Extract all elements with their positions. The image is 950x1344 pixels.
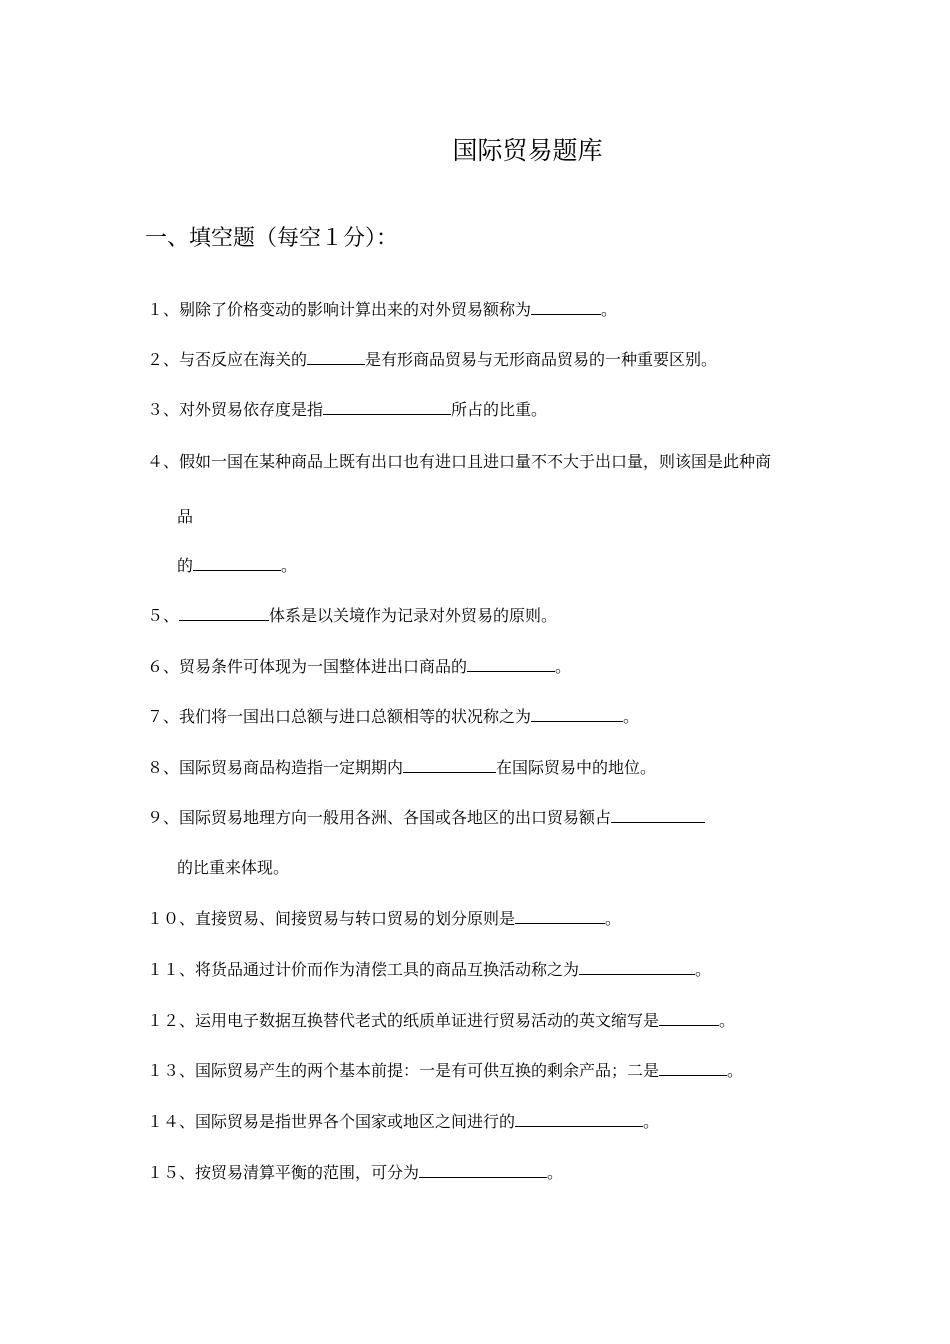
question-14: １４、国际贸易是指世界各个国家或地区之间进行的 。 (147, 1112, 660, 1131)
answer-blank[interactable] (419, 1161, 547, 1178)
answer-blank[interactable] (467, 655, 555, 672)
question-9: ９、国际贸易地理方向一般用各洲、各国或各地区的出口贸易额占 (147, 806, 705, 830)
answer-blank[interactable] (515, 1110, 643, 1127)
section-heading: 一、填空题（每空１分）： (145, 226, 399, 251)
question-3: ３、对外贸易依存度是指 所占的比重。 (147, 400, 548, 419)
question-8: ８、国际贸易商品构造指一定期期内 在国际贸易中的地位。 (147, 758, 657, 777)
answer-blank[interactable] (193, 554, 281, 571)
answer-blank[interactable] (659, 1009, 719, 1026)
answer-blank[interactable] (579, 958, 695, 975)
page-title: 国际贸易题库 (452, 136, 603, 165)
question-6: ６、贸易条件可体现为一国整体进出口商品的 。 (147, 657, 572, 676)
question-4-answer-line: 的 。 (177, 556, 298, 575)
answer-blank[interactable] (611, 806, 705, 823)
question-10: １０、直接贸易、间接贸易与转口贸易的划分原则是 。 (147, 909, 622, 928)
answer-blank[interactable] (179, 604, 269, 621)
question-4: ４、假如一国在某种商品上既有出口也有进口且进口量不不大于出口量，则该国是此种商 (147, 452, 772, 471)
answer-blank[interactable] (531, 298, 601, 315)
question-4-continued: 品 (177, 507, 194, 526)
question-15: １５、按贸易清算平衡的范围，可分为 。 (147, 1163, 564, 1182)
answer-blank[interactable] (515, 907, 605, 924)
question-7: ７、我们将一国出口总额与进口总额相等的状况称之为 。 (147, 707, 640, 726)
answer-blank[interactable] (307, 348, 365, 365)
question-5: ５、 体系是以关境作为记录对外贸易的原则。 (147, 606, 558, 625)
question-13: １３、国际贸易产生的两个基本前提：一是有可供互换的剩余产品；二是 。 (147, 1061, 744, 1080)
answer-blank[interactable] (403, 756, 496, 773)
question-2: ２、与否反应在海关的 是有形商品贸易与无形商品贸易的一种重要区别。 (147, 350, 718, 369)
question-9-continued: 的比重来体现。 (177, 858, 290, 877)
answer-blank[interactable] (531, 705, 623, 722)
question-1: １、剔除了价格变动的影响计算出来的对外贸易额称为 。 (147, 300, 618, 319)
question-11: １１、将货品通过计价而作为清偿工具的商品互换活动称之为 。 (147, 960, 712, 979)
answer-blank[interactable] (659, 1059, 727, 1076)
question-12: １２、运用电子数据互换替代老式的纸质单证进行贸易活动的英文缩写是 。 (147, 1011, 736, 1030)
answer-blank[interactable] (323, 398, 451, 415)
